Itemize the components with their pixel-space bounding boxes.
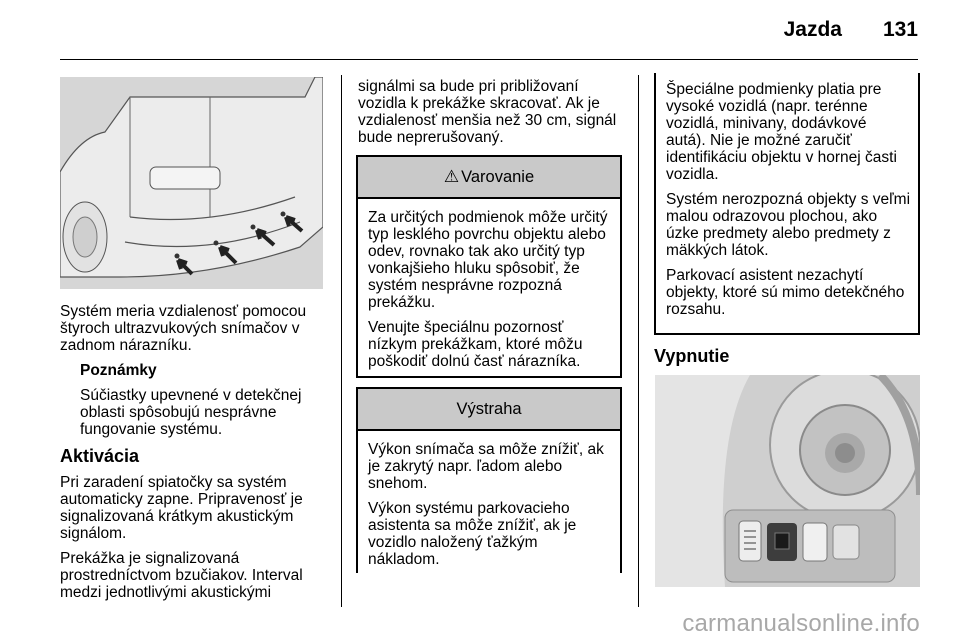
warning-box-body <box>358 199 620 370</box>
dashboard-switch-photo <box>655 375 920 587</box>
continued-paragraph-2: Systém nerozpozná objekty s veľmi malou odrazovou plochou, ako úzke predmety alebo predmety z mäkkých látok. <box>666 191 911 259</box>
continued-box-body <box>656 73 918 318</box>
warning-box <box>356 155 622 378</box>
rear-bumper-sensors-illustration <box>60 77 323 289</box>
deactivation-heading: Vypnutie <box>654 346 730 366</box>
continued-paragraph-1: Špeciálne podmienky platia pre vysoké vozidlá (napr. terénne vozidlá, minivany, dodávkové autá). Nie je možné zaručiť identifikáciu objektu v hornej časti vozidla. <box>666 81 897 183</box>
activation-paragraph-2: Prekážka je signalizovaná prostredníctvom bzučiakov. Interval medzi jednotlivými akustickými <box>60 550 303 601</box>
page-number: 131 <box>882 18 918 41</box>
note-block <box>60 362 332 438</box>
caution-box <box>356 387 622 573</box>
caution-box-body <box>358 431 620 568</box>
caution-box-header <box>358 389 620 431</box>
header-rule <box>60 59 918 60</box>
warning-box-header <box>358 157 620 199</box>
watermark: carmanualsonline.info <box>682 610 920 637</box>
column-divider-right <box>638 75 639 607</box>
caution-title: Výstraha <box>456 399 522 418</box>
middle-column-continuation: signálmi sa bude pri približovaní vozidla k prekážke skracovať. Ak je vzdialenosť menšia než 30 cm, signál bude neprerušovaný. <box>358 78 617 146</box>
note-text: Súčiastky upevnené v detekčnej oblasti spôsobujú nesprávne fungovanie systému. <box>80 387 302 438</box>
warning-paragraph-1: Za určitých podmienok môže určitý typ lesklého povrchu objektu alebo odev, rovnako tak ako určitý typ vonkajšieho hluku spôsobiť, že systém nesprávne rozpozná prekážku. <box>368 209 608 311</box>
caution-paragraph-1: Výkon snímača sa môže znížiť, ak je zakrytý napr. ľadom alebo snehom. <box>368 441 604 492</box>
running-header-section: Jazda <box>783 18 842 41</box>
intro-paragraph: Systém meria vzdialenosť pomocou štyroch ultrazvukových snímačov v zadnom nárazníku. <box>60 303 307 354</box>
continued-paragraph-3: Parkovací asistent nezachytí objekty, ktoré sú mimo detekčného rozsahu. <box>666 267 905 318</box>
warning-paragraph-2: Venujte špeciálnu pozornosť nízkym prekážkam, ktoré môžu poškodiť dolnú časť nárazníka. <box>368 319 583 370</box>
column-divider-left <box>341 75 342 607</box>
left-column-text <box>60 303 332 609</box>
continued-warning-box <box>654 73 920 335</box>
caution-paragraph-2: Výkon systému parkovacieho asistenta sa môže znížiť, ak je vozidlo naložený ťažkým nákladom. <box>368 500 577 568</box>
activation-heading: Aktivácia <box>60 446 140 466</box>
note-title: Poznámky <box>80 362 157 379</box>
warning-triangle-icon: ⚠ <box>443 167 460 186</box>
activation-paragraph-1: Pri zaradení spiatočky sa systém automaticky zapne. Pripravenosť je signalizovaná krátkym akustickým signálom. <box>60 474 303 542</box>
warning-title: Varovanie <box>461 167 535 186</box>
